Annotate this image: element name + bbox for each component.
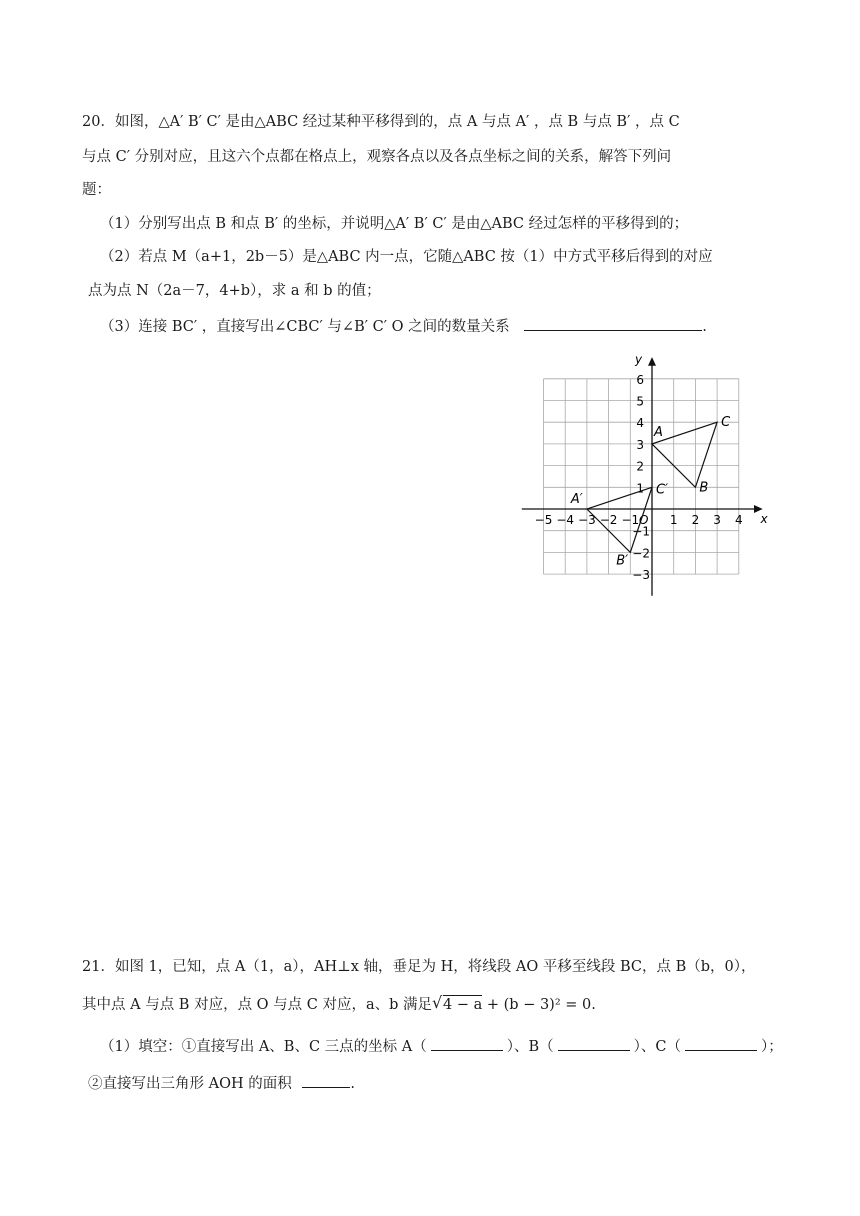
q20-part-3-text: （3）连接 BC′ ，直接写出∠CBC′ 与∠B′ C′ O 之间的数量关系 — [100, 319, 510, 335]
x-tick-label: 4 — [734, 513, 743, 527]
y-axis-arrow — [648, 357, 656, 366]
answer-blank-c[interactable] — [685, 1035, 757, 1051]
q21-part-1-mid2: ）、C（ — [633, 1039, 682, 1055]
x-tick-label: −1 — [621, 513, 640, 527]
q21-part-1-mid1: ）、B（ — [506, 1039, 554, 1055]
q20-line-3: 题： — [82, 182, 111, 198]
q21-part-1-prefix: （1）填空：①直接写出 A、B、C 三点的坐标 A（ — [100, 1039, 427, 1055]
q21-part-2-text: ②直接写出三角形 AOH 的面积 — [88, 1076, 292, 1092]
point-label-b: B — [699, 480, 709, 496]
x-tick-label: −3 — [578, 513, 596, 527]
q21-part-2 — [88, 1072, 355, 1094]
answer-blank-area[interactable] — [302, 1072, 350, 1088]
q20-part-3-end: . — [702, 319, 707, 335]
point-label-a: A — [654, 424, 663, 440]
x-tick-label: −2 — [599, 513, 618, 527]
sqrt-expression: √ 4 − a — [432, 993, 483, 1013]
q20-part-1: （1）分别写出点 B 和点 B′ 的坐标，并说明△A′ B′ C′ 是由△ABC 经过怎样的平移得到的； — [100, 216, 689, 232]
q20-line-2: 与点 C′ 分别对应，且这六个点都在格点上，观察各点以及各点坐标之间的关系，解答下列问 — [82, 149, 672, 165]
answer-blank-a[interactable] — [431, 1035, 503, 1051]
q21-part-1 — [100, 1035, 783, 1057]
x-tick-label: 2 — [691, 513, 700, 527]
sqrt-content: 4 − a — [443, 997, 483, 1013]
y-axis-label: y — [635, 352, 643, 367]
condition-equation — [432, 993, 596, 1013]
y-tick-label: 1 — [636, 481, 644, 496]
point-label-b-prime: B′ — [616, 553, 629, 569]
y-tick-label: −3 — [632, 568, 650, 583]
x-tick-label: −4 — [556, 513, 575, 527]
y-tick-label: 2 — [636, 459, 644, 474]
q21-line-2-text: 其中点 A 与点 B 对应，点 O 与点 C 对应，a、b 满足 — [82, 997, 433, 1013]
y-tick-label: 5 — [636, 394, 644, 409]
answer-blank-b[interactable] — [558, 1035, 630, 1051]
x-tick-label: −5 — [534, 513, 553, 527]
q21-part-2-end: . — [350, 1076, 355, 1092]
q20-part-2a: （2）若点 M（a+1，2b－5）是△ABC 内一点，它随△ABC 按（1）中方式平移后得到的对应 — [100, 249, 713, 265]
q21-line-2 — [82, 995, 596, 1015]
y-tick-label: −2 — [632, 546, 650, 561]
answer-blank-q20-3[interactable] — [524, 315, 702, 331]
y-tick-label: 4 — [636, 416, 644, 431]
x-tick-label: 1 — [669, 513, 678, 527]
x-tick-label: 3 — [713, 513, 721, 527]
equation-rest: + (b − 3)² = 0. — [482, 997, 596, 1013]
origin-label: O — [639, 513, 649, 527]
point-label-a-prime: A′ — [570, 492, 583, 507]
y-tick-label: 6 — [636, 372, 644, 387]
point-label-c-prime: C′ — [656, 482, 669, 498]
coordinate-figure — [500, 345, 780, 610]
q21-part-1-end: ）； — [761, 1039, 783, 1055]
q20-part-2b: 点为点 N（2a－7，4+b），求 a 和 b 的值； — [88, 283, 381, 299]
q20-line-1: 20．如图，△A′ B′ C′ 是由△ABC 经过某种平移得到的，点 A 与点 A′ ，点 B 与点 B′ ，点 C — [82, 114, 680, 130]
point-label-c: C — [721, 415, 731, 431]
y-tick-label: 3 — [636, 437, 644, 452]
y-tick-label: −1 — [632, 524, 650, 539]
q21-line-1: 21．如图 1，已知，点 A（1，a），AH⊥x 轴，垂足为 H，将线段 AO 平移至线段 BC，点 B（b，0）， — [82, 959, 756, 975]
x-axis-label: x — [760, 512, 768, 526]
q20-part-3 — [100, 315, 707, 337]
